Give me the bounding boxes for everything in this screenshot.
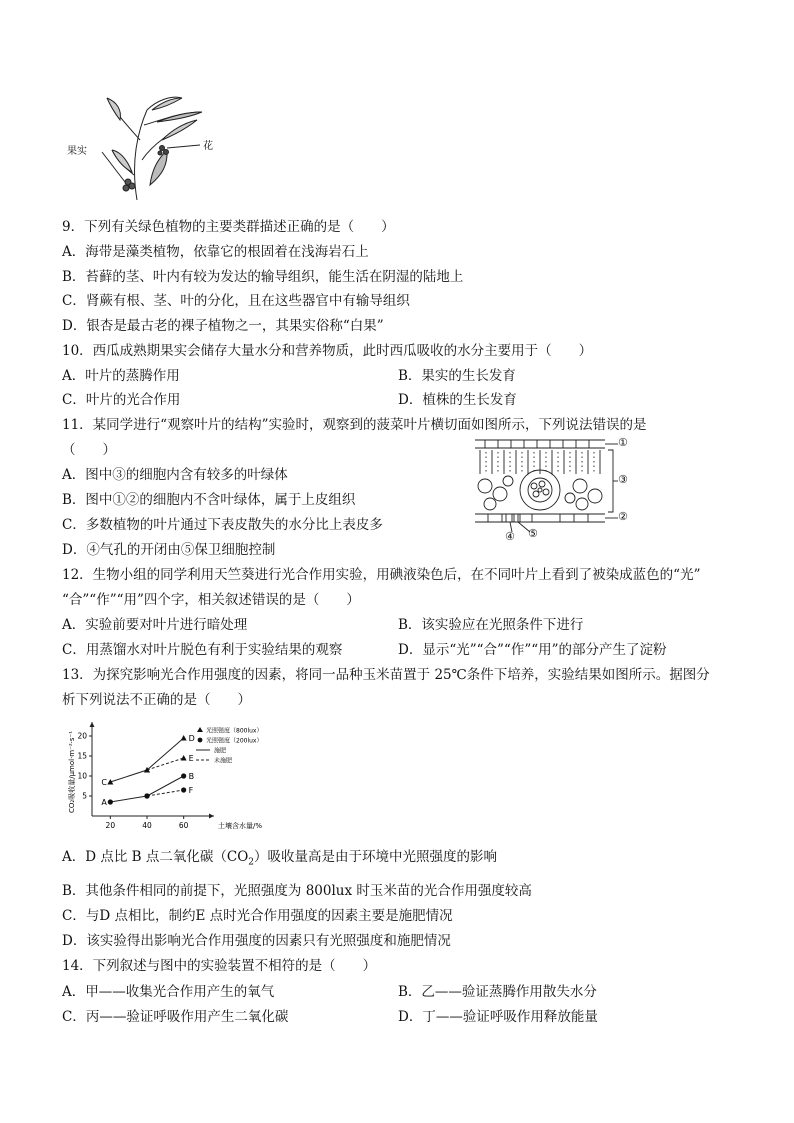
q13-stem-line2: 析下列说法不正确的是（ ） <box>62 692 251 708</box>
q10-option-b: B．果实的生长发育 <box>398 368 516 384</box>
point-label-C: C <box>101 778 107 787</box>
series-line-800lux-nofert <box>147 758 184 770</box>
point-label-B: B <box>188 772 195 781</box>
y-tick-label: 20 <box>77 731 87 741</box>
leaf-label-1: ① <box>618 436 628 449</box>
x-tick-label: 40 <box>142 821 152 830</box>
q14-option-a: A．甲——收集光合作用产生的氧气 <box>62 984 275 1000</box>
q11-stem-line2: （ ） <box>62 442 116 458</box>
x-axis-label: 土壤含水量/% <box>218 822 262 830</box>
legend-label: 未施肥 <box>214 757 233 765</box>
q10-stem: 10．西瓜成熟期果实会储存大量水分和营养物质，此时西瓜吸收的水分主要用于（ ） <box>62 343 593 359</box>
y-tick-label: 10 <box>77 771 87 781</box>
q13-option-c: C．与D 点相比，制约E 点时光合作用强度的因素主要是施肥情况 <box>62 908 453 924</box>
y-tick-label: 15 <box>77 751 87 761</box>
y-axis-label: CO₂吸收量/μmol·m⁻²·s⁻¹ <box>68 731 76 813</box>
legend-marker-triangle <box>197 727 203 732</box>
q11-option-d: D．④气孔的开闭由⑤保卫细胞控制 <box>62 542 276 558</box>
leaf-label-3: ③ <box>618 473 628 486</box>
data-point-circle <box>144 793 149 798</box>
co2-chart-svg <box>62 718 262 833</box>
legend-label: 施肥 <box>214 747 227 755</box>
q12-option-a: A．实验前要对叶片进行暗处理 <box>62 617 248 633</box>
q12-option-c: C．用蒸馏水对叶片脱色有利于实验结果的观察 <box>62 642 343 658</box>
q9-option-c: C．肾蕨有根、茎、叶的分化，且在这些器官中有输导组织 <box>62 293 410 309</box>
data-point-circle <box>181 773 186 778</box>
leaf-cross-section-figure <box>470 436 640 546</box>
q12-option-d: D．显示“光”“合”“作”“用”的部分产生了淀粉 <box>398 642 667 658</box>
co2-uptake-chart <box>62 718 262 833</box>
data-point-circle <box>181 787 186 792</box>
q11-option-a: A．图中③的细胞内含有较多的叶绿体 <box>62 467 288 483</box>
q9-option-a: A．海带是藻类植物，依靠它的根固着在浅海岩石上 <box>62 244 369 260</box>
q10-option-d: D．植株的生长发育 <box>398 392 517 408</box>
y-axis-arrow <box>90 722 95 727</box>
x-tick-label: 60 <box>178 821 189 830</box>
q13-option-a-pre: A．D 点比 B 点二氧化碳（CO <box>62 849 249 865</box>
q14-option-b: B．乙——验证蒸腾作用散失水分 <box>398 984 597 1000</box>
q14-option-c: C．丙——验证呼吸作用产生二氧化碳 <box>62 1009 289 1025</box>
legend-marker-circle <box>198 738 203 743</box>
point-label-E: E <box>188 754 194 763</box>
q10-option-c: C．叶片的光合作用 <box>62 392 181 408</box>
q14-stem: 14．下列叙述与图中的实验装置不相符的是（ ） <box>62 958 377 974</box>
leaf-label-5: ⑤ <box>528 527 538 540</box>
data-point-circle <box>108 799 113 804</box>
q12-option-b: B．该实验应在光照条件下进行 <box>398 617 584 633</box>
plant-figure <box>62 90 222 202</box>
q9-stem: 9．下列有关绿色植物的主要类群描述正确的是（ ） <box>62 219 395 235</box>
q14-option-d: D．丁——验证呼吸作用释放能量 <box>398 1009 598 1025</box>
leaf-cross-section-drawing <box>470 436 640 546</box>
leaf-label-2: ② <box>618 510 628 523</box>
q9-option-b: B．苔藓的茎、叶内有较为发达的输导组织，能生活在阴湿的陆地上 <box>62 269 464 285</box>
q13-option-a-post: ）吸收量高是由于环境中光照强度的影响 <box>254 849 497 865</box>
q13-option-a-sub: 2 <box>248 857 254 868</box>
q12-stem-line1: 12．生物小组的同学利用天竺葵进行光合作用实验，用碘液染色后，在不同叶片上看到了被染成蓝色的“光” <box>62 567 701 583</box>
point-label-A: A <box>101 798 107 807</box>
y-tick-label: 5 <box>82 791 87 801</box>
q11-option-c: C．多数植物的叶片通过下表皮散失的水分比上表皮多 <box>62 517 383 533</box>
q10-option-a: A．叶片的蒸腾作用 <box>62 368 180 384</box>
x-axis-arrow <box>209 814 214 819</box>
data-point-triangle <box>181 755 187 761</box>
legend-label: 光照强度（800lux） <box>206 727 262 735</box>
label-fruit: 果实 <box>67 146 87 157</box>
q13-stem-line1: 13．为探究影响光合作用强度的因素，将同一品种玉米苗置于 25℃条件下培养，实验结果如图所示。据图分 <box>62 667 710 683</box>
q12-stem-line2: “合”“作”“用”四个字，相关叙述错误的是（ ） <box>62 592 360 608</box>
legend-label: 光照强度（200lux） <box>206 737 262 745</box>
q13-option-d: D．该实验得出影响光合作用强度的因素只有光照强度和施肥情况 <box>62 933 451 949</box>
point-label-F: F <box>188 786 194 795</box>
point-label-D: D <box>188 734 195 743</box>
label-flower: 花 <box>203 141 213 152</box>
leaf-label-4: ④ <box>505 530 515 543</box>
x-tick-label: 20 <box>105 821 116 830</box>
q13-option-a <box>62 848 497 872</box>
data-point-triangle <box>181 735 187 741</box>
q9-option-d: D．银杏是最古老的裸子植物之一，其果实俗称“白果” <box>62 318 384 334</box>
q13-option-b: B．其他条件相同的前提下，光照强度为 800lux 时玉米苗的光合作用强度较高 <box>62 883 532 899</box>
q11-stem-line1: 11．某同学进行“观察叶片的结构”实验时，观察到的菠菜叶片横切面如图所示，下列说法错误的是 <box>62 417 647 433</box>
series-line-800lux-fert <box>110 738 183 782</box>
q11-option-b: B．图中①②的细胞内不含叶绿体，属于上皮组织 <box>62 492 356 508</box>
